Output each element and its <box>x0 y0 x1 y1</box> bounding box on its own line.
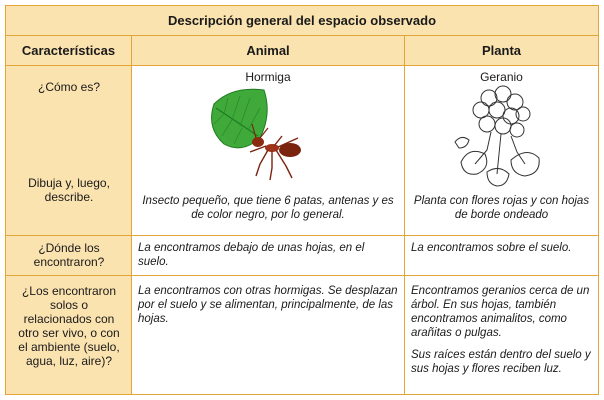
row-label-cell <box>6 276 132 394</box>
animal-cell <box>132 236 405 276</box>
plant-label: Geranio <box>480 70 523 84</box>
header-plant: Planta <box>405 36 598 66</box>
observation-table <box>5 5 599 395</box>
table-row <box>6 66 598 236</box>
animal-cell <box>132 276 405 394</box>
plant-cell <box>405 276 598 394</box>
plant-relation-2: Sus raíces están dentro del suelo y sus hojas y flores reciben luz. <box>411 349 591 375</box>
question-donde: ¿Dónde los encontraron? <box>33 241 105 269</box>
question-relacion: ¿Los encontraron solos o relacionados con otro ser vivo, o con el ambiente (suelo, agua, luz, aire)? <box>18 284 120 368</box>
ant-with-leaf-illustration <box>202 84 332 184</box>
table-row <box>6 236 598 276</box>
animal-cell <box>132 66 405 236</box>
table-title: Descripción general del espacio observado <box>6 6 598 36</box>
animal-location: La encontramos debajo de unas hojas, en el suelo. <box>138 242 365 268</box>
table-row <box>6 276 598 394</box>
header-characteristics: Características <box>6 36 132 66</box>
row-label-cell <box>6 66 132 236</box>
plant-relation-1: Encontramos geranios cerca de un árbol. En sus hojas, también encontramos animalitos, como arañitas o pulgas. <box>411 285 590 339</box>
plant-description: Planta con flores rojas y con hojas de borde ondeado <box>413 195 590 221</box>
geranium-illustration <box>451 84 551 188</box>
animal-relation: La encontramos con otras hormigas. Se desplazan por el suelo y se alimentan, principalmente, de las hojas. <box>138 285 398 325</box>
row-label-cell <box>6 236 132 276</box>
plant-location: La encontramos sobre el suelo. <box>411 242 572 254</box>
header-animal: Animal <box>132 36 405 66</box>
plant-cell <box>405 66 598 236</box>
plant-cell <box>405 236 598 276</box>
animal-description: Insecto pequeño, que tiene 6 patas, antenas y es de color negro, por lo general. <box>142 195 394 221</box>
header-row <box>6 36 598 66</box>
instruction-text: Dibuja y, luego, describe. <box>28 176 110 204</box>
question-como-es: ¿Cómo es? <box>37 80 101 94</box>
animal-label: Hormiga <box>245 70 291 84</box>
